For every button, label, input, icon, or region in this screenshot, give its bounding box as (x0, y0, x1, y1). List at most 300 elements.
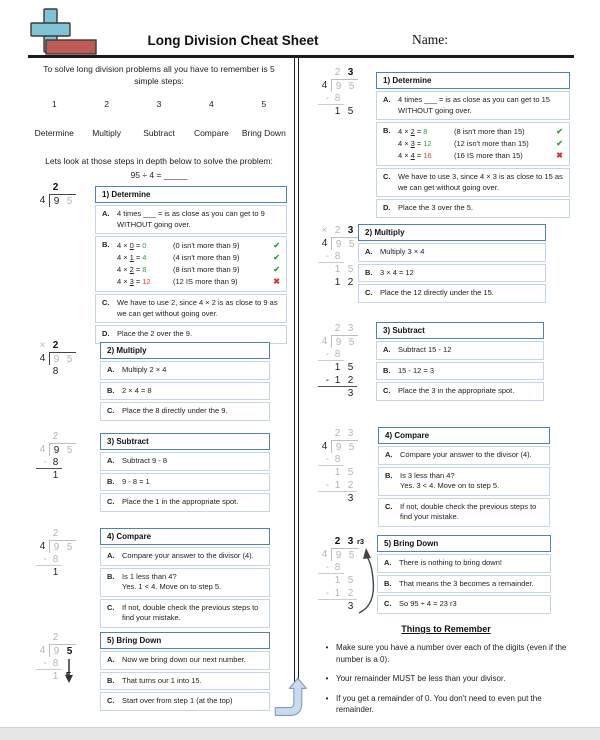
dividend-digit: 9 (335, 239, 342, 250)
dividend-digit: 9 (53, 542, 60, 553)
dividend-digit: 9 (335, 442, 342, 453)
quotient-digit: 2 (52, 182, 59, 193)
row-label: A. (383, 345, 391, 354)
eq-note: (12 IS more than 9) (173, 277, 238, 286)
step-box-determine-left (95, 186, 287, 344)
step-row (100, 402, 270, 421)
quotient-digit: 3 (347, 428, 354, 439)
equation-row (398, 138, 563, 150)
division-diagram-r4 (318, 427, 382, 505)
eq-sign: = (416, 139, 422, 148)
divisor-digit: 4 (321, 238, 328, 249)
eq-note: (4 isn't more than 9) (173, 253, 240, 262)
cross-icon: ✖ (273, 277, 280, 286)
eq-result: 8 (142, 265, 147, 274)
work-digit: 5 (347, 467, 354, 478)
step-box-multiply-left (100, 342, 270, 421)
row-label: C. (107, 602, 115, 612)
row-text: Start over from step 1 (at the top) (122, 696, 233, 705)
division-diagram-l5 (36, 631, 100, 683)
work-digit: 8 (334, 93, 341, 104)
dividend-digit: 5 (66, 196, 73, 207)
row-text: That means the 3 becomes a remainder. (399, 578, 534, 588)
step-row-a (376, 91, 570, 120)
eq-digit: 0 (129, 241, 134, 250)
things-to-remember-title: Things to Remember (401, 624, 491, 634)
step-row (358, 243, 546, 262)
row-text: 3 × 4 = 12 (380, 267, 414, 277)
bring-down-arrow-icon (63, 658, 75, 684)
dividend-digit: 9 (335, 81, 342, 92)
quotient-digit: 3 (347, 323, 354, 334)
eq-note: (12 isn't more than 15) (454, 139, 529, 148)
row-text: Multiply 3 × 4 (380, 247, 425, 256)
row-label: A. (365, 247, 373, 256)
row-text: Multiply 2 × 4 (122, 365, 167, 374)
equation-row (398, 150, 563, 162)
row-text: If not, double check the previous steps to find your mistake. (400, 501, 537, 521)
work-digit: 8 (334, 251, 341, 262)
step-row (378, 467, 550, 496)
eq-digit: 3 (129, 277, 134, 286)
times-sign: × (321, 225, 328, 236)
step-row-b (376, 122, 570, 166)
row-text: We have to use 2, since 4 × 2 is as close to 9 as we can get without going over. (117, 298, 278, 318)
step-box-compare-right (378, 427, 550, 527)
minus-sign: - (325, 562, 329, 573)
check-icon: ✔ (273, 253, 280, 262)
row-label: B. (102, 240, 110, 249)
eq-result: 12 (142, 277, 151, 286)
step-row-a (95, 205, 287, 234)
quotient-digit: 3 (347, 225, 354, 236)
row-text: Subtract 15 - 12 (398, 345, 452, 354)
row-text: Compare your answer to the divisor (4). (400, 450, 532, 459)
work-digit: 5 (347, 575, 354, 586)
row-text: Place the 8 directly under the 9. (122, 406, 228, 415)
remember-bullet (318, 673, 574, 685)
dividend-digit: 9 (335, 550, 342, 561)
row-text: Place the 1 in the appropriate spot. (122, 497, 239, 506)
minus-sign: - (43, 457, 47, 468)
minus-sign: - (325, 349, 329, 360)
eq-result: 8 (423, 127, 428, 136)
step-number: 3 (156, 98, 162, 109)
eq-sign: = (135, 253, 141, 262)
dividend-digit: 5 (66, 646, 73, 657)
row-label: A. (383, 95, 391, 104)
division-diagram-r3 (318, 322, 382, 400)
quotient-digit: 2 (52, 431, 59, 442)
work-digit: 1 (52, 470, 59, 481)
work-digit: 3 (347, 493, 354, 504)
row-label: A. (384, 558, 392, 567)
row-text: Yes. 1 < 4. Move on to step 5. (122, 582, 222, 591)
minus-sign: - (325, 93, 329, 104)
step-row (100, 473, 270, 492)
row-text: 4 times ___ = is as close as you can get to 9 WITHOUT going over. (117, 209, 265, 229)
problem-text: 95 ÷ 4 = _____ (130, 170, 188, 181)
row-label: C. (383, 386, 391, 395)
eq-sign: = (135, 277, 141, 286)
bullet-text: Make sure you have a number over each of the digits (even if the number is a 0). (336, 643, 567, 664)
eq-result: 12 (423, 139, 432, 148)
work-digit: 1 (334, 277, 341, 288)
work-digit: 8 (52, 658, 59, 669)
row-text: Place the 3 in the appropriate spot. (398, 386, 515, 395)
step-box-bringdown-left (100, 632, 270, 711)
step-row (100, 672, 270, 691)
work-digit: 1 (334, 575, 341, 586)
row-label: C. (107, 497, 115, 506)
step-box-multiply-right (358, 224, 546, 303)
row-text: 9 - 8 = 1 (122, 476, 150, 486)
divisor-digit: 4 (39, 353, 46, 364)
intro-lead: Lets look at those steps in depth below to solve the problem: (45, 155, 273, 166)
row-label: C. (365, 288, 373, 297)
step-box-subtract-left (100, 433, 270, 512)
step-row-b (95, 236, 287, 292)
work-digit: 1 (52, 671, 59, 682)
step-numbers-row (28, 99, 290, 111)
row-label: C. (385, 501, 393, 511)
eq-digit: 1 (129, 253, 134, 262)
dividend-digit: 9 (53, 354, 60, 365)
eq-pre: 4 × (398, 139, 409, 148)
remember-bullet (318, 693, 574, 716)
things-to-remember-section (318, 624, 574, 716)
step-row (100, 599, 270, 628)
step-box-title: 2) Multiply (100, 342, 270, 359)
minus-sign: - (325, 588, 329, 599)
row-label: B. (107, 476, 115, 486)
dividend-digit: 5 (348, 550, 355, 561)
dividend-digit: 5 (66, 354, 73, 365)
step-row (100, 361, 270, 380)
step-row (376, 341, 544, 360)
row-text: Is 1 less than 4? (122, 571, 177, 581)
eq-digit: 3 (410, 139, 415, 148)
work-digit: 1 (334, 264, 341, 275)
division-diagram-r1 (318, 66, 382, 118)
step-name: Compare (193, 127, 229, 138)
quotient-digit: 2 (334, 536, 341, 547)
row-text: 4 times ___ = is as close as you can get to 15 WITHOUT going over. (398, 95, 550, 115)
row-label: A. (385, 450, 393, 459)
divisor-digit: 4 (39, 645, 46, 656)
row-text: 2 × 4 = 8 (122, 385, 152, 395)
row-text: 15 - 12 = 3 (398, 365, 435, 375)
step-row (100, 493, 270, 512)
eq-pre: 4 × (117, 253, 128, 262)
step-names-row (28, 128, 290, 140)
eq-sign: = (135, 241, 141, 250)
division-diagram-r5 (318, 535, 382, 613)
row-text: Is 3 less than 4? (400, 470, 455, 480)
divisor-digit: 4 (321, 336, 328, 347)
step-box-title: 3) Subtract (376, 322, 544, 339)
times-sign: × (39, 340, 46, 351)
minus-sign: - (325, 251, 329, 262)
quotient-digit: 2 (334, 428, 341, 439)
eq-pre: 4 × (117, 265, 128, 274)
step-name: Determine (34, 127, 74, 138)
eq-result: 0 (142, 241, 147, 250)
work-digit: 8 (334, 454, 341, 465)
intro-paragraph: To solve long division problems all you have to remember is 5 simple steps: (43, 64, 275, 86)
work-digit: 8 (52, 457, 59, 468)
eq-note: (16 IS more than 15) (454, 151, 523, 160)
work-digit: 1 (334, 467, 341, 478)
dividend-digit: 5 (348, 442, 355, 453)
step-row (100, 651, 270, 670)
eq-digit: 4 (410, 151, 415, 160)
check-icon: ✔ (556, 127, 563, 136)
minus-sign: - (325, 454, 329, 465)
work-digit: 1 (334, 106, 341, 117)
minus-sign: - (43, 658, 47, 669)
step-box-compare-left (100, 528, 270, 628)
eq-note: (0 isn't more than 9) (173, 241, 240, 250)
division-diagram-l2 (36, 339, 100, 378)
bullet-dot: • (325, 643, 329, 652)
row-label: C. (102, 298, 110, 307)
row-label: D. (383, 203, 391, 212)
quotient-digit: 2 (52, 528, 59, 539)
dividend-digit: 9 (335, 337, 342, 348)
remainder-label: r3 (357, 537, 365, 546)
row-label: A. (107, 655, 115, 664)
eq-result: 16 (423, 151, 432, 160)
row-label: B. (384, 578, 392, 588)
step-row-d (95, 325, 287, 344)
row-text: There is nothing to bring down! (399, 558, 502, 567)
row-label: C. (107, 696, 115, 705)
step-name: Subtract (143, 127, 175, 138)
step-box-title: 1) Determine (376, 72, 570, 89)
work-digit: 2 (347, 588, 354, 599)
page-bottom-edge (0, 727, 600, 740)
header-rule (28, 55, 574, 58)
row-label: B. (385, 470, 393, 480)
row-text: Now we bring down our next number. (122, 655, 246, 664)
step-box-determine-right (376, 72, 570, 218)
work-digit: 1 (52, 567, 59, 578)
eq-note: (8 isn't more than 15) (454, 127, 525, 136)
eq-digit: 2 (129, 265, 134, 274)
step-box-subtract-right (376, 322, 544, 401)
eq-result: 4 (142, 253, 147, 262)
dividend-digit: 5 (348, 81, 355, 92)
step-box-title: 1) Determine (95, 186, 287, 203)
check-icon: ✔ (273, 241, 280, 250)
work-digit: 1 (334, 362, 341, 373)
eq-pre: 4 × (398, 127, 409, 136)
row-label: A. (107, 365, 115, 374)
dividend-digit: 5 (348, 239, 355, 250)
work-digit: 5 (347, 362, 354, 373)
step-number: 5 (261, 98, 267, 109)
work-digit: 5 (347, 264, 354, 275)
step-number: 4 (209, 98, 214, 109)
work-digit: 5 (347, 106, 354, 117)
step-number: 1 (51, 98, 57, 109)
divisor-digit: 4 (39, 195, 46, 206)
quotient-digit: 2 (52, 340, 59, 351)
row-text: Place the 2 over the 9. (117, 329, 193, 338)
minus-sign: - (325, 480, 329, 491)
eq-digit: 2 (410, 127, 415, 136)
row-label: B. (107, 675, 115, 685)
division-diagram-l1 (36, 181, 100, 207)
bullet-text: Your remainder MUST be less than your divisor. (336, 674, 506, 684)
equation-row (117, 264, 280, 276)
dividend-digit: 9 (53, 196, 60, 207)
work-digit: 8 (334, 562, 341, 573)
bullet-dot: • (325, 674, 329, 684)
step-row-c (376, 168, 570, 197)
row-label: A. (102, 209, 110, 218)
row-label: C. (383, 172, 391, 181)
row-label: B. (383, 126, 391, 135)
step-row-d (376, 199, 570, 218)
quotient-digit: 3 (347, 536, 354, 547)
work-digit: 2 (347, 375, 354, 386)
step-row (100, 692, 270, 711)
eq-pre: 4 × (398, 151, 409, 160)
step-box-title: 2) Multiply (358, 224, 546, 241)
dividend-digit: 9 (53, 445, 60, 456)
row-label: B. (107, 571, 115, 581)
quotient-digit: 2 (52, 632, 59, 643)
minus-sign: - (325, 375, 329, 386)
minus-sign: - (43, 554, 47, 565)
work-digit: 2 (347, 480, 354, 491)
step-number: 2 (104, 98, 109, 109)
step-name: Multiply (92, 127, 122, 138)
step-name: Bring Down (241, 127, 286, 138)
step-box-title: 3) Subtract (100, 433, 270, 450)
divisor-digit: 4 (39, 541, 46, 552)
work-digit: 8 (52, 554, 59, 565)
column-divider (294, 57, 299, 710)
row-text: If not, double check the previous steps to find your mistake. (122, 602, 259, 622)
step-box-title: 4) Compare (378, 427, 550, 444)
step-box-title: 5) Bring Down (377, 535, 551, 552)
row-text: Place the 12 directly under the 15. (380, 288, 494, 297)
row-label: C. (107, 406, 115, 415)
row-text: So 95 ÷ 4 = 23 r3 (399, 599, 457, 608)
step-box-title: 5) Bring Down (100, 632, 270, 649)
quotient-digit: 2 (334, 225, 341, 236)
work-digit: 8 (334, 349, 341, 360)
work-digit: 8 (52, 366, 59, 377)
step-row-c (95, 294, 287, 323)
divisor-digit: 4 (39, 444, 46, 455)
dividend-digit: 9 (53, 646, 60, 657)
remember-bullet (318, 642, 574, 665)
eq-pre: 4 × (117, 277, 128, 286)
step-row (100, 452, 270, 471)
row-text: Compare your answer to the divisor (4). (122, 551, 254, 560)
step-row (100, 547, 270, 566)
row-label: A. (107, 551, 115, 560)
plus-brick-logo-icon (16, 6, 114, 60)
quotient-digit: 2 (334, 67, 341, 78)
eq-note: (8 isn't more than 9) (173, 265, 240, 274)
eq-sign: = (135, 265, 141, 274)
eq-sign: = (416, 127, 422, 136)
equation-row (117, 252, 280, 264)
equation-row (117, 276, 280, 288)
step-box-bringdown-right (377, 535, 551, 614)
row-label: B. (365, 267, 373, 277)
work-digit: 3 (347, 601, 354, 612)
work-digit: 2 (347, 277, 354, 288)
eq-pre: 4 × (117, 241, 128, 250)
work-digit: 1 (334, 588, 341, 599)
row-label: B. (383, 365, 391, 375)
row-text: That turns our 1 into 15. (122, 675, 202, 685)
work-digit: 1 (334, 480, 341, 491)
step-row (376, 382, 544, 401)
check-icon: ✔ (273, 265, 280, 274)
dividend-digit: 5 (348, 337, 355, 348)
step-row (378, 446, 550, 465)
step-row (377, 554, 551, 573)
work-digit: 1 (334, 375, 341, 386)
row-label: C. (384, 599, 392, 608)
row-text: Yes. 3 < 4. Move on to step 5. (400, 481, 500, 490)
equation-row (398, 126, 563, 138)
bullet-dot: • (325, 693, 329, 703)
row-text: Place the 3 over the 5. (398, 203, 474, 212)
divisor-digit: 4 (321, 441, 328, 452)
dividend-digit: 5 (66, 542, 73, 553)
equation-row (117, 240, 280, 252)
step-row (378, 498, 550, 527)
step-row (358, 284, 546, 303)
divisor-digit: 4 (321, 549, 328, 560)
row-label: B. (107, 385, 115, 395)
name-label: Name: (412, 32, 448, 47)
divisor-digit: 4 (321, 80, 328, 91)
quotient-digit: 3 (347, 67, 354, 78)
row-text: We have to use 3, since 4 × 3 is as close to 15 as we can get without going over. (398, 172, 563, 192)
step-row (377, 575, 551, 594)
step-box-title: 4) Compare (100, 528, 270, 545)
row-label: A. (107, 456, 115, 465)
bullet-text: If you get a remainder of 0. You don't need to even put the remainder. (336, 693, 542, 715)
row-text: Subtract 9 - 8 (122, 456, 168, 465)
curved-up-arrow-icon (272, 676, 318, 720)
page-title: Long Division Cheat Sheet (147, 33, 319, 48)
check-icon: ✔ (556, 139, 563, 148)
step-row (100, 568, 270, 597)
cross-icon: ✖ (556, 151, 563, 160)
step-row (376, 362, 544, 381)
division-diagram-l3 (36, 430, 100, 482)
step-row (100, 382, 270, 401)
step-row (358, 264, 546, 283)
eq-sign: = (416, 151, 422, 160)
row-label: D. (102, 329, 110, 338)
division-diagram-l4 (36, 527, 100, 579)
intro-section (28, 64, 290, 182)
dividend-digit: 5 (66, 445, 73, 456)
quotient-digit: 2 (334, 323, 341, 334)
step-row (377, 595, 551, 614)
